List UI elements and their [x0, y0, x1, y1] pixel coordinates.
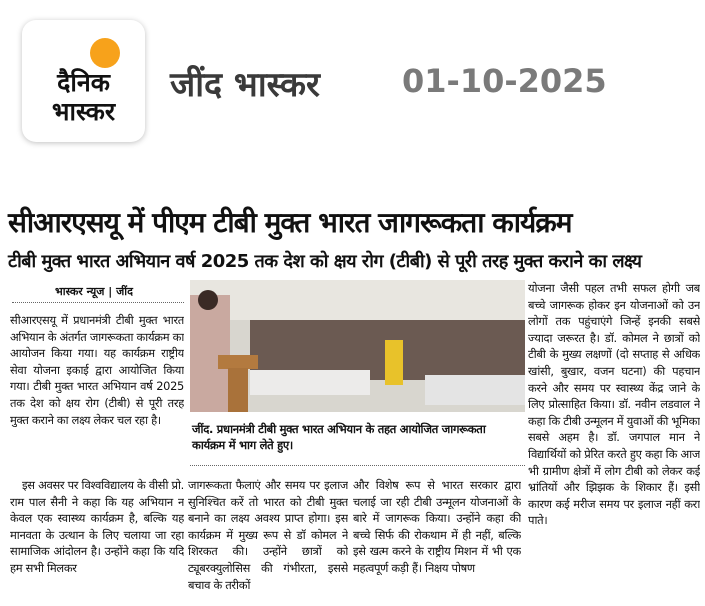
column-1-top: सीआरएसयू में प्रधानमंत्री टीबी मुक्त भारत अभियान के अंतर्गत जागरूकता कार्यक्रम का आयोजन किया गया। यह कार्यक्रम राष्ट्रीय सेवा योजना इकाई द्वारा आयोजित किया गया। टीबी मुक्त भारत अभियान वर्ष 2025 तक देश को क्षय रोग (टीबी) से पूरी तरह मुक्त कराने का लक्ष्य लेकर चल रहा है। [10, 313, 184, 427]
edition-date: 01-10-2025 [402, 62, 607, 100]
event-photo [190, 280, 525, 412]
classroom-photo-illustration [190, 280, 525, 412]
divider [190, 465, 525, 466]
sun-icon [90, 38, 120, 68]
headline: सीआरएसयू में पीएम टीबी मुक्त भारत जागरूकता कार्यक्रम [8, 206, 572, 239]
column-4: योजना जैसी पहल तभी सफल होगी जब बच्चे जागरूक होकर इन योजनाओं को उन लोगों तक पहुंचाएंगे जिन्हें इनकी सबसे ज्यादा जरूरत है। डॉ. कोमल ने छात्रों को टीबी के मुख्य लक्षणों (दो सप्ताह से अधिक खांसी, बुखार, वजन घटना) की पहचान करने और समय पर स्वास्थ्य केंद्र जाने के लिए प्रोत्साहित किया। डॉ. नवीन लडवाल ने कहा कि टीबी उन्मूलन में युवाओं की भूमिका सबसे अहम है। डॉ. जगपाल मान ने विद्यार्थियों को प्रेरित करते हुए कहा कि आज भी ग्रामीण क्षेत्रों में लोग टीबी को लेकर कई भ्रांतियों और झिझक के शिकार हैं। इसी कारण कई मरीज समय पर इलाज नहीं करा पाते। [528, 281, 700, 528]
subheadline: टीबी मुक्त भारत अभियान वर्ष 2025 तक देश को क्षय रोग (टीबी) से पूरी तरह मुक्त कराने का लक्ष्य [8, 251, 642, 272]
column-3: और विशेष रूप से भारत सरकार द्वारा चलाई जा रही टीबी उन्मूलन योजनाओं के बारे में जागरूक किया। उन्होंने कहा की बच्चे सिर्फ की रोकथाम में ही नहीं, बल्कि इसे खत्म करने के राष्ट्रीय मिशन में भी एक महत्वपूर्ण कड़ी हैं। निक्षय पोषण [353, 478, 521, 575]
byline: भास्कर न्यूज | जींद [55, 285, 133, 298]
divider [12, 302, 184, 303]
column-2: जागरूकता फैलाएं और समय पर इलाज सुनिश्चित करें तो भारत को टीबी मुक्त बनाने का लक्ष्य अवश्य प्राप्त होगा। इस कार्यक्रम में मुख्य रूप से डॉ कोमल ने शिरकत की। उन्होंने छात्रों को ट्यूबरक्युलोसिस की गंभीरता, इससे बचाव के तरीकों [188, 478, 348, 592]
edition-title: जींद भास्कर [170, 65, 320, 105]
column-1-bottom: इस अवसर पर विश्वविद्यालय के वीसी प्रो. राम पाल सैनी ने कहा कि यह अभियान न केवल एक स्वास्थ्य कार्यक्रम है, बल्कि यह मानवता के उत्थान के लिए चलाया जा रहा सामाजिक आंदोलन है। उन्होंने कहा कि यदि हम सभी मिलकर [10, 478, 184, 575]
logo-line2: भास्कर [51, 97, 116, 126]
photo-caption: जींद. प्रधानमंत्री टीबी मुक्त भारत अभियान के तहत आयोजित जागरूकता कार्यक्रम में भाग लेते हुए। [192, 422, 486, 452]
dainik-bhaskar-logo [22, 20, 145, 142]
logo-line1: दैनिक [57, 68, 110, 97]
